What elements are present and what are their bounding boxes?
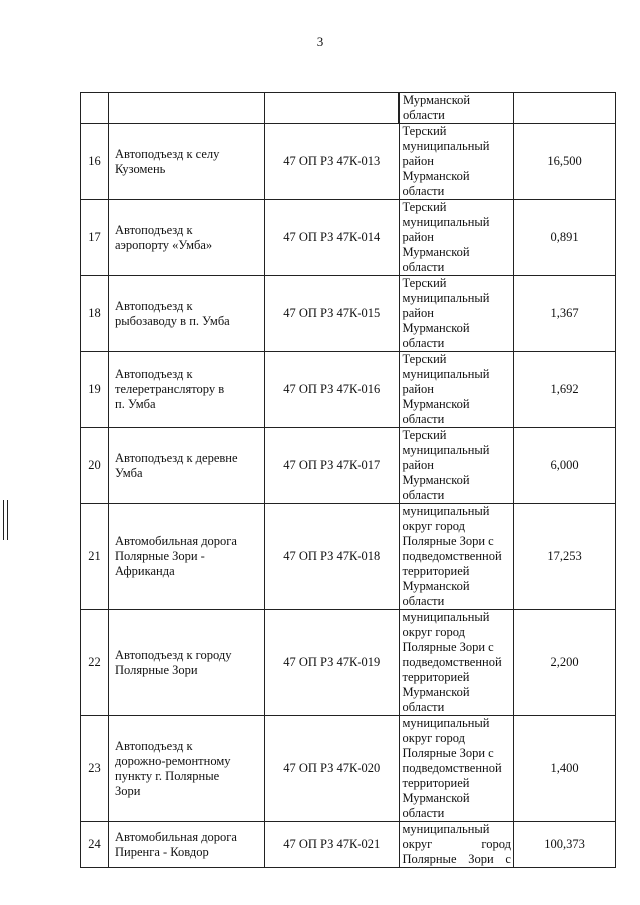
code-text: 47 ОП РЗ 47К-018 <box>283 549 381 563</box>
cell-region <box>399 124 514 200</box>
num-text: 18 <box>88 306 101 320</box>
cell-region <box>399 93 514 124</box>
name-text: Автоподъезд к селу Кузомень <box>115 146 220 176</box>
num-text: 22 <box>88 655 101 669</box>
table-row <box>81 93 616 124</box>
name-text: Автомобильная дорога Пиренга - Ковдор <box>115 829 237 859</box>
cell-code <box>265 352 400 428</box>
length-text: 0,891 <box>550 230 579 244</box>
name-text: Автоподъезд к городу Полярные Зори <box>115 647 232 677</box>
code-text: 47 ОП РЗ 47К-017 <box>283 458 381 472</box>
name-text: Автоподъезд к деревне Умба <box>115 450 238 480</box>
cell-region <box>399 504 514 610</box>
num-text: 24 <box>88 837 101 851</box>
cell-num <box>81 428 109 504</box>
cell-num <box>81 716 109 822</box>
cell-name <box>109 93 265 124</box>
cell-num <box>81 822 109 868</box>
num-text: 17 <box>88 230 101 244</box>
cell-length <box>514 428 616 504</box>
length-text: 6,000 <box>550 458 579 472</box>
name-text: Автоподъезд к телеретранслятору в п. Умба <box>115 367 225 411</box>
region-line: муниципальный <box>402 822 490 836</box>
length-text: 100,373 <box>544 837 585 851</box>
cell-code <box>265 504 400 610</box>
region-text: муниципальный округ город Полярные Зори с подведомственной территорией Мурманской области <box>402 504 502 608</box>
cell-num <box>81 276 109 352</box>
region-text: Терский муниципальный район Мурманской области <box>402 124 490 198</box>
code-text: 47 ОП РЗ 47К-019 <box>283 655 381 669</box>
cell-length <box>514 610 616 716</box>
table-row <box>81 124 616 200</box>
cell-code <box>265 124 400 200</box>
cell-length <box>514 352 616 428</box>
code-text: 47 ОП РЗ 47К-020 <box>283 761 381 775</box>
cell-name <box>109 822 265 868</box>
cell-code <box>265 610 400 716</box>
cell-num <box>81 352 109 428</box>
region-text: Терский муниципальный район Мурманской области <box>402 276 490 350</box>
cell-code <box>265 428 400 504</box>
cell-num <box>81 93 109 124</box>
region-line: Полярные Зори с <box>402 852 511 866</box>
roads-table <box>80 92 616 868</box>
cell-num <box>81 504 109 610</box>
cell-length <box>514 822 616 868</box>
code-text: 47 ОП РЗ 47К-013 <box>283 154 381 168</box>
margin-mark <box>3 500 8 540</box>
table-row <box>81 352 616 428</box>
table-row <box>81 610 616 716</box>
name-text: Автоподъезд к аэропорту «Умба» <box>115 222 213 252</box>
cell-name <box>109 610 265 716</box>
region-text: муниципальный округ город Полярные Зори с подведомственной территорией Мурманской области <box>402 716 502 820</box>
cell-region <box>399 716 514 822</box>
cell-code <box>265 822 400 868</box>
cell-length <box>514 716 616 822</box>
cell-region <box>399 276 514 352</box>
table-row <box>81 716 616 822</box>
name-text: Автоподъезд к рыбозаводу в п. Умба <box>115 298 230 328</box>
cell-name <box>109 352 265 428</box>
cell-name <box>109 716 265 822</box>
name-text: Автомобильная дорога Полярные Зори - Африканда <box>115 534 237 578</box>
num-text: 21 <box>88 549 101 563</box>
cell-length <box>514 93 616 124</box>
cell-length <box>514 276 616 352</box>
cell-region <box>399 200 514 276</box>
code-text: 47 ОП РЗ 47К-021 <box>283 837 381 851</box>
region-text: Терский муниципальный район Мурманской области <box>402 200 490 274</box>
table-row <box>81 822 616 868</box>
cell-region <box>399 428 514 504</box>
table-row <box>81 200 616 276</box>
cell-name <box>109 276 265 352</box>
cell-region <box>399 352 514 428</box>
num-text: 16 <box>88 154 101 168</box>
table-row <box>81 428 616 504</box>
cell-region <box>399 610 514 716</box>
code-text: 47 ОП РЗ 47К-016 <box>283 382 381 396</box>
num-text: 23 <box>88 761 101 775</box>
cell-region <box>399 822 514 868</box>
num-text: 19 <box>88 382 101 396</box>
length-text: 17,253 <box>547 549 582 563</box>
length-text: 16,500 <box>547 154 582 168</box>
cell-code <box>265 276 400 352</box>
cell-num <box>81 200 109 276</box>
length-text: 1,400 <box>550 761 579 775</box>
region-text: муниципальный округ город Полярные Зори с подведомственной территорией Мурманской области <box>402 610 502 714</box>
cell-name <box>109 124 265 200</box>
length-text: 1,367 <box>550 306 579 320</box>
cell-length <box>514 124 616 200</box>
region-line: округ город <box>402 837 511 851</box>
length-text: 1,692 <box>550 382 579 396</box>
code-text: 47 ОП РЗ 47К-015 <box>283 306 381 320</box>
cell-num <box>81 124 109 200</box>
length-text: 2,200 <box>550 655 579 669</box>
cell-name <box>109 504 265 610</box>
cell-name <box>109 200 265 276</box>
code-text: 47 ОП РЗ 47К-014 <box>283 230 381 244</box>
cell-code <box>265 716 400 822</box>
cell-name <box>109 428 265 504</box>
region-text: Терский муниципальный район Мурманской области <box>402 352 490 426</box>
table-row <box>81 276 616 352</box>
num-text: 20 <box>88 458 101 472</box>
cell-code <box>265 200 400 276</box>
cell-num <box>81 610 109 716</box>
region-text: Терский муниципальный район Мурманской области <box>402 428 490 502</box>
region-text: Мурманской области <box>403 93 471 122</box>
cell-code <box>265 93 400 124</box>
page-number: 3 <box>316 34 324 49</box>
name-text: Автоподъезд к дорожно-ремонтному пункту г. Полярные Зори <box>115 738 231 798</box>
cell-length <box>514 200 616 276</box>
cell-length <box>514 504 616 610</box>
table-row <box>81 504 616 610</box>
